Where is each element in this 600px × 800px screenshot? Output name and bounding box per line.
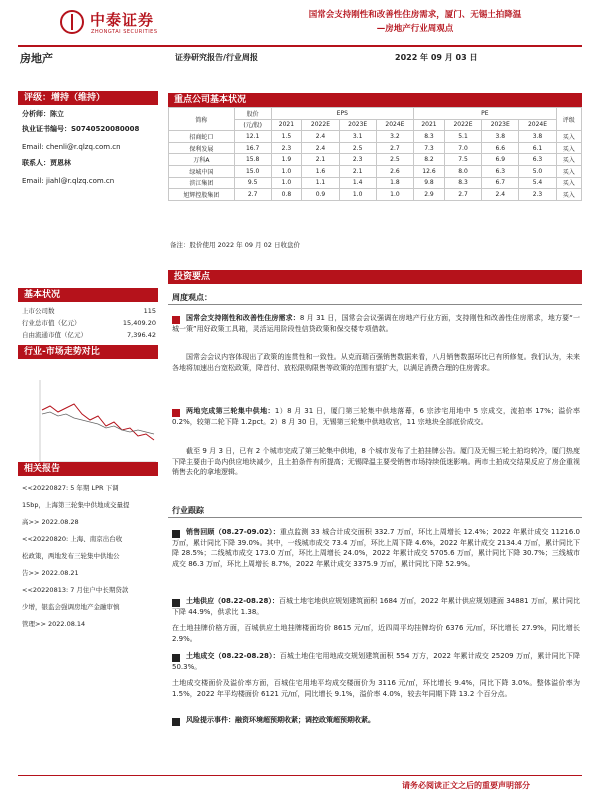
eps-cell: 1.5 (271, 131, 302, 143)
eps-cell: 1.0 (271, 165, 302, 177)
basic-info-title: 基本状况 (18, 288, 158, 302)
table-row (169, 154, 582, 166)
related-line[interactable]: 高>> 2022.08.28 (22, 518, 79, 526)
headline-line-2: —房地产行业周观点 (376, 24, 454, 34)
col-rating: 评级 (556, 108, 581, 131)
eps-cell: 1.8 (376, 177, 413, 189)
pe-cell: 9.8 (414, 177, 445, 189)
rating-cell: 买入 (556, 131, 581, 143)
basic-key: 自由流通市值（亿元） (22, 331, 87, 339)
pe-cell: 8.0 (444, 165, 481, 177)
logo-icon (60, 10, 84, 34)
brand-name-en: ZHONGTAI SECURITIES (91, 29, 158, 35)
eps-cell: 1.4 (339, 177, 376, 189)
paragraph-head: 土地成交（08.22-08.28）： (186, 652, 280, 660)
company-name: 保利发展 (169, 142, 235, 154)
brand-logo (60, 8, 180, 38)
company-price: 9.5 (234, 177, 271, 189)
table-row (169, 189, 582, 201)
related-line[interactable]: <<20220820: 上海、南京出台收 (22, 535, 123, 543)
eps-cell: 2.3 (339, 154, 376, 166)
table-row (169, 131, 582, 143)
eps-cell: 2.6 (376, 165, 413, 177)
col-price: 股价 (234, 108, 271, 120)
basic-value: 115 (143, 307, 156, 315)
basic-value: 7,396.42 (127, 331, 156, 339)
section-divider (168, 304, 582, 305)
basic-key: 上市公司数 (22, 307, 55, 315)
company-table (168, 107, 582, 201)
eps-cell: 2.1 (302, 154, 339, 166)
year-header: 2022E (302, 119, 339, 131)
paragraph-cities: 截至 9 月 3 日，已有 2 个城市完成了第三轮集中供地，8 个城市发布了土拍挂牌公告。厦门及无锡三轮土拍均转冷，厦门热度下降主要由于岛内供应地块减少，且土拍条件有所提高；无锡降温主要受销售市场持续低迷影响。两市土拍成交结果反应了房企重视销售去化的拿地逻辑。 (172, 447, 580, 476)
weekly-view-heading: 周度观点： (172, 293, 212, 302)
pe-cell: 8.3 (414, 131, 445, 143)
pe-cell: 6.1 (519, 142, 556, 154)
pe-cell: 7.5 (444, 154, 481, 166)
eps-cell: 2.4 (302, 131, 339, 143)
pe-cell: 3.8 (482, 131, 519, 143)
paragraph-sales (172, 527, 580, 569)
col-price-unit: (元/股) (234, 119, 271, 131)
contact-person: 联系人：贾恩林 (22, 159, 71, 167)
year-header: 2023E (482, 119, 519, 131)
sector-label: 房地产 (20, 52, 53, 65)
industry-tracking-heading: 行业跟踪 (172, 506, 204, 515)
analyst: 分析师：陈立 (22, 110, 64, 118)
eps-cell: 3.2 (376, 131, 413, 143)
pe-cell: 6.7 (482, 177, 519, 189)
pe-cell: 3.8 (519, 131, 556, 143)
company-price: 15.8 (234, 154, 271, 166)
table-header-row (169, 108, 582, 120)
year-header: 2023E (339, 119, 376, 131)
related-line[interactable]: 管理>> 2022.08.14 (22, 620, 86, 628)
company-price: 16.7 (234, 142, 271, 154)
eps-cell: 2.4 (302, 142, 339, 154)
headline-line-1: 国常会支持刚性和改善性住房需求，厦门、无锡土拍降温 (308, 10, 522, 20)
brand-name: 中泰证券 (90, 11, 155, 29)
basic-key: 行业总市值（亿元） (22, 319, 81, 327)
basic-row (22, 317, 156, 329)
section-divider (168, 517, 582, 518)
rating-cell: 买入 (556, 165, 581, 177)
paragraph-supply (172, 596, 580, 617)
paragraph-body: 1）8 月 31 日，厦门第三轮集中供地落幕，6 宗涉宅用地中 5 宗成交，流拍率 17%；溢价率 0.2%，较第二轮下降 1.2pct。2）8 月 30 日，无锡第三轮集中供地收官，11 宗地块全部底价成交。 (172, 407, 581, 426)
risk-warning: 风险提示事件：融资环境超预期收紧；调控政策超预期收紧。 (186, 716, 375, 724)
eps-cell: 1.9 (271, 154, 302, 166)
pe-cell: 2.3 (519, 189, 556, 201)
table-row (169, 177, 582, 189)
pe-cell: 8.3 (444, 177, 481, 189)
paragraph-supply-price: 在土地挂牌价格方面，百城供应土地挂牌楼面均价 8615 元/㎡，近四周平均挂牌均价 6376 元/㎡，环比增长 27.9%，同比增长 2.9%。 (172, 624, 580, 643)
basic-row (22, 305, 156, 317)
report-type: 证券研究报告/行业周报 (175, 53, 258, 62)
paragraph-body: 8 月 31 日，国常会会议强调在房地产行业方面，支持刚性和改善性住房需求，地方要“一城一策”用好政策工具箱，灵活运用阶段性信贷政策和保交楼专项借款。 (172, 314, 580, 333)
col-eps: EPS (271, 108, 414, 120)
paragraph-head: 土地供应（08.22-08.28）： (186, 597, 279, 605)
paragraph-head: 两地完成第三轮集中供地： (186, 407, 275, 415)
eps-cell: 2.5 (339, 142, 376, 154)
table-note: 备注：股价使用 2022 年 09 月 02 日收盘价 (170, 241, 300, 249)
chart-line-index (42, 412, 154, 434)
pe-cell: 7.0 (444, 142, 481, 154)
col-name: 简称 (169, 108, 235, 131)
paragraph-deal-price: 土地成交楼面价及溢价率方面，百城住宅用地平均成交楼面价为 3116 元/㎡，环比增长 9.4%，同比下降 3.0%。整体溢价率为 1.5%，2022 年平均楼面价 6121 元/㎡，同比增长 9.1%，溢价率 4.0%，较去年同期下降 13.2 个百分点。 (172, 679, 580, 698)
paragraph-body: 百城土地住宅用地成交规划建筑面积 554 万方，2022 年累计成交 25209 万㎡，累计同比下降 50.3%。 (172, 652, 580, 671)
eps-cell: 1.0 (271, 177, 302, 189)
company-table-title: 重点公司基本状况 (168, 93, 582, 107)
table-row (169, 142, 582, 154)
eps-cell: 0.8 (271, 189, 302, 201)
report-headline (255, 8, 575, 36)
paragraph-land (172, 406, 580, 427)
eps-cell: 1.1 (302, 177, 339, 189)
paragraph-head: 销售回顾（08.27-09.02）： (186, 528, 280, 536)
related-line[interactable]: 松政策，两地发布三轮集中供地公 (22, 552, 120, 560)
footer-disclaimer: 请务必阅读正文之后的重要声明部分 (402, 781, 530, 790)
cert-number: 执业证书编号：S0740520080008 (22, 125, 140, 133)
basic-value: 15,409.20 (122, 319, 156, 327)
company-price: 15.0 (234, 165, 271, 177)
analyst-email[interactable]: Email: chenli@r.qlzq.com.cn (22, 143, 121, 151)
header-divider (18, 45, 582, 47)
paragraph-body: 百城土地宅地供应规划建筑面积 1684 万㎡，2022 年累计供应规划建面 34881 万㎡，累计同比下降 44.9%，供求比 1.38。 (172, 597, 580, 616)
company-name: 滨江集团 (169, 177, 235, 189)
related-line[interactable]: 15bp，上海第三轮集中供地成交量提 (22, 501, 130, 509)
pe-cell: 6.3 (482, 165, 519, 177)
company-price: 12.1 (234, 131, 271, 143)
pe-cell: 5.4 (519, 177, 556, 189)
chart-line-sector (42, 404, 154, 440)
eps-cell: 1.6 (302, 165, 339, 177)
pe-cell: 6.6 (482, 142, 519, 154)
rating-cell: 买入 (556, 189, 581, 201)
pe-cell: 8.2 (414, 154, 445, 166)
rating-cell: 买入 (556, 154, 581, 166)
eps-cell: 0.9 (302, 189, 339, 201)
rating-bar: 评级：增持（维持） (18, 91, 158, 105)
eps-cell: 1.0 (376, 189, 413, 201)
related-line[interactable]: 告>> 2022.08.21 (22, 569, 79, 577)
year-header: 2021 (414, 119, 445, 131)
related-reports-title: 相关报告 (18, 462, 158, 476)
pe-cell: 2.4 (482, 189, 519, 201)
pe-cell: 7.3 (414, 142, 445, 154)
eps-cell: 2.7 (376, 142, 413, 154)
investment-title: 投资要点 (168, 270, 582, 284)
company-name: 旭辉控股集团 (169, 189, 235, 201)
company-name: 绿城中国 (169, 165, 235, 177)
basic-row (22, 329, 156, 341)
company-price: 2.7 (234, 189, 271, 201)
eps-cell: 2.3 (271, 142, 302, 154)
year-header: 2022E (444, 119, 481, 131)
report-date: 2022 年 09 月 03 日 (395, 53, 478, 62)
year-header: 2024E (519, 119, 556, 131)
pe-cell: 5.1 (444, 131, 481, 143)
company-name: 万科A (169, 154, 235, 166)
contact-email[interactable]: Email: jiahl@r.qlzq.com.cn (22, 177, 115, 185)
paragraph-head: 国常会支持刚性和改善性住房需求： (186, 314, 300, 322)
year-header: 2021 (271, 119, 302, 131)
pe-cell: 2.9 (414, 189, 445, 201)
pe-cell: 5.0 (519, 165, 556, 177)
company-name: 招商蛇口 (169, 131, 235, 143)
related-line[interactable]: <<20220813: 7 月住户中长期贷款 (22, 586, 129, 594)
market-trend-title: 行业-市场走势对比 (18, 345, 158, 359)
related-line[interactable]: 少增，银监会强调房地产金融审慎 (22, 603, 120, 611)
related-line[interactable]: <<20220827: 5 年期 LPR 下调 (22, 484, 119, 492)
pe-cell: 6.3 (519, 154, 556, 166)
table-row (169, 165, 582, 177)
eps-cell: 3.1 (339, 131, 376, 143)
paragraph-body: 重点监测 33 城合计成交面积 332.7 万㎡，环比上周增长 12.4%；2022 年累计成交 11216.0 万㎡，累计同比下降 39.0%。其中，一线城市成交 73.4 万㎡，环比上周下降 4.6%，2022 年累计成交 2134.4 万㎡，累计同比下降 28.5%；二线城市成交 173.0 万㎡，环比上周增长 24.0%，2022 年累计成交 5705.6 万㎡，累计同比下降 30.7%；三线城市成交 86.3 万㎡，环比上周增长 8.7%，2022 年累计成交 3375.9 万㎡，累计同比下降 52.9%。 (172, 528, 580, 568)
pe-cell: 12.6 (414, 165, 445, 177)
eps-cell: 1.0 (339, 189, 376, 201)
year-header: 2024E (376, 119, 413, 131)
rating-cell: 买入 (556, 142, 581, 154)
pe-cell: 6.9 (482, 154, 519, 166)
paragraph-policy (172, 313, 580, 334)
pe-cell: 2.7 (444, 189, 481, 201)
rating-cell: 买入 (556, 177, 581, 189)
paragraph-deal (172, 651, 580, 672)
eps-cell: 2.1 (339, 165, 376, 177)
eps-cell: 2.5 (376, 154, 413, 166)
paragraph-analysis: 国常会会议内容体现出了政策的连贯性和一致性。从克而瑞百强销售数据来看，八月销售数据环比已有所修复。我们认为，未来各地将加速出台宽松政策，降首付、放松限购限售等政策的范围有望扩大，以满足消费合理的住房需求。 (172, 353, 580, 372)
footer-divider (18, 775, 582, 776)
col-pe: PE (414, 108, 557, 120)
